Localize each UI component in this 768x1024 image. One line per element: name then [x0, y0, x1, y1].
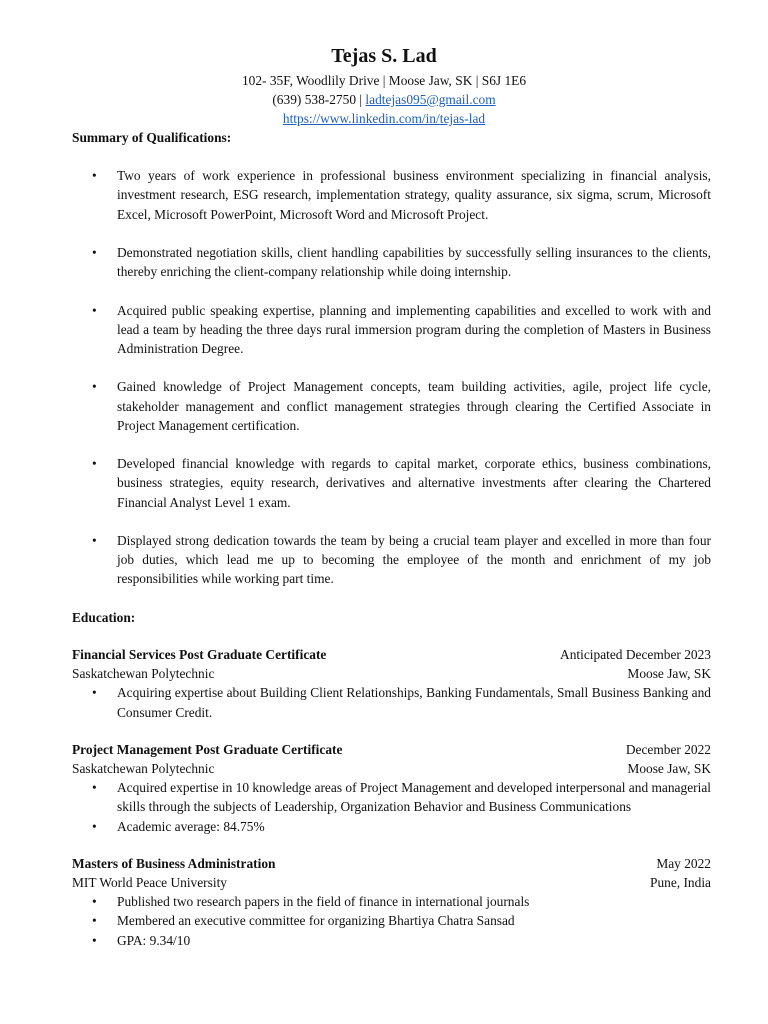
education-heading: Education: [72, 609, 136, 625]
school-location: Moose Jaw, SK [627, 761, 711, 776]
education-bullet: • GPA: 9.34/10 [72, 931, 711, 950]
education-bullet: • Acquired expertise in 10 knowledge areas of Project Management and developed interpersonal and managerial skills through the subjects of Leadership, Organization Behavior and Business Communications [72, 778, 711, 816]
summary-bullet: • Displayed strong dedication towards the team by being a crucial team player and excelled in more than four job duties, which lead me up to becoming the employee of the month and enrichment of my job responsibilities while working part time. [72, 531, 711, 589]
education-entry [72, 740, 711, 836]
candidate-name: Tejas S. Lad [331, 45, 437, 67]
summary-bullet: • Two years of work experience in professional business environment specializing in financial analysis, investment research, ESG research, implementation strategy, quality assurance, six sigma, scrum, Microsoft Excel, Microsoft PowerPoint, Microsoft Word and Microsoft Project. [72, 166, 711, 224]
summary-bullet: • Gained knowledge of Project Management concepts, team building activities, agile, project life cycle, stakeholder management and conflict management strategies through clearing the Certified Associate in Project Management certification. [72, 377, 711, 435]
resume-header [0, 44, 768, 128]
education-bullet: • Acquiring expertise about Building Client Relationships, Banking Fundamentals, Small Business Banking and Consumer Credit. [72, 683, 711, 721]
school-name: MIT World Peace University [72, 875, 227, 891]
school-location: Pune, India [650, 875, 711, 891]
degree-date: December 2022 [625, 741, 711, 757]
education-bullet: • Membered an executive committee for organizing Bhartiya Chatra Sansad [72, 911, 711, 930]
summary-bullet: • Acquired public speaking expertise, planning and implementing capabilities and excelled to work with and lead a team by heading the three days rural immersion program during the completion of Masters in Business Administration Degree. [72, 301, 711, 359]
degree-date: Anticipated December 2023 [560, 646, 711, 662]
summary-list [72, 166, 711, 588]
resume-body [72, 128, 711, 950]
degree-title: Project Management Post Graduate Certificate [72, 741, 343, 757]
school-location: Moose Jaw, SK [627, 666, 711, 682]
education-bullet: • Published two research papers in the field of finance in international journals [72, 892, 711, 911]
address-line: 102- 35F, Woodlily Drive | Moose Jaw, SK | S6J 1E6 [241, 73, 527, 88]
contact-line [0, 90, 768, 109]
degree-title: Financial Services Post Graduate Certificate [72, 646, 327, 662]
summary-bullet: • Developed financial knowledge with regards to capital market, corporate ethics, business combinations, business strategies, equity research, derivatives and alternative investments after clearing the Chartered Financial Analyst Level 1 exam. [72, 454, 711, 512]
linkedin-link[interactable]: https://www.linkedin.com/in/tejas-lad [282, 111, 486, 126]
school-name: Saskatchewan Polytechnic [72, 666, 215, 682]
education-bullet: • Academic average: 84.75% [72, 817, 711, 836]
summary-bullet: • Demonstrated negotiation skills, client handling capabilities by successfully selling insurances to the clients, thereby enriching the client-company relationship while doing internship. [72, 243, 711, 281]
phone-number: (639) 538-2750 | [272, 92, 363, 107]
education-entry [72, 645, 711, 722]
summary-heading: Summary of Qualifications: [72, 130, 232, 145]
degree-date: May 2022 [656, 855, 711, 871]
degree-title: Masters of Business Administration [72, 855, 276, 871]
education-entry [72, 854, 711, 950]
school-name: Saskatchewan Polytechnic [72, 761, 215, 776]
email-link[interactable]: ladtejas095@gmail.com [365, 92, 496, 107]
